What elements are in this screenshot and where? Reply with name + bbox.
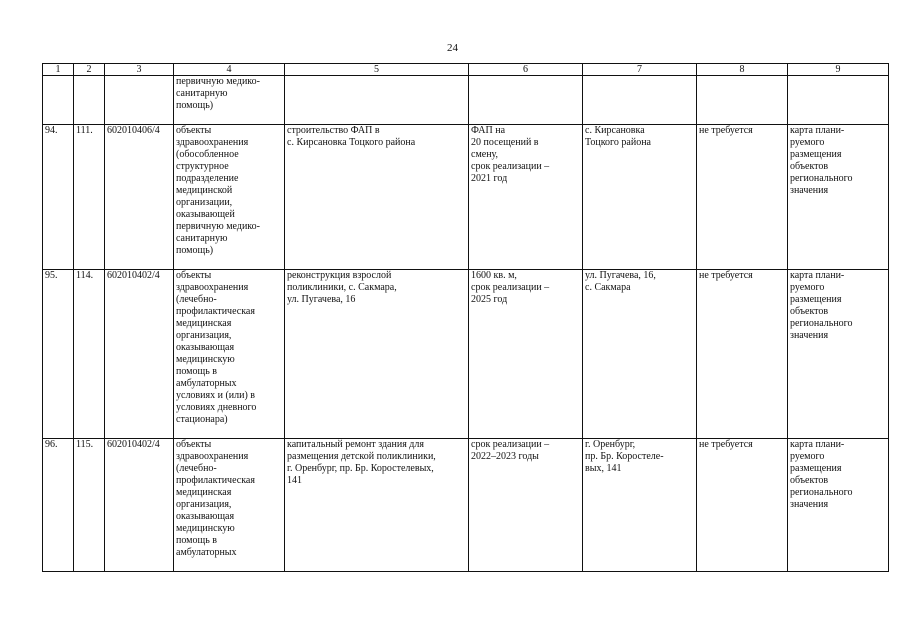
table-row (43, 270, 889, 439)
cell-description (285, 125, 469, 270)
cell-zone: не требуется (697, 270, 788, 439)
text-line: медицинскую (176, 354, 235, 365)
cell-c4 (174, 76, 285, 125)
text-line: ул. Пугачева, 16, (585, 270, 656, 281)
text-line: профилактическая (176, 306, 255, 317)
cell-object-type (174, 270, 285, 439)
text-line: размещения детской поликлиники, (287, 451, 436, 462)
text-line: 20 посещений в (471, 137, 539, 148)
text-line: (лечебно- (176, 294, 217, 305)
text-line: санитарную (176, 88, 228, 99)
text-line: помощь) (176, 245, 214, 256)
text-line: срок реализации – (471, 282, 550, 293)
text-line: организации, (176, 197, 233, 208)
text-line: с. Кирсановка Тоцкого района (287, 137, 416, 148)
text-line: объекты (176, 270, 212, 281)
column-header-8: 8 (697, 64, 788, 76)
cell-c1 (43, 76, 74, 125)
text-line: вых, 141 (585, 463, 622, 474)
table-row (43, 439, 889, 572)
text-line: значения (790, 499, 829, 510)
text-line: организация, (176, 499, 232, 510)
cell-c3 (105, 76, 174, 125)
text-line: размещения (790, 149, 842, 160)
text-line: объектов (790, 475, 829, 486)
text-line: 2025 год (471, 294, 508, 305)
text-line: здравоохранения (176, 451, 249, 462)
cell-item-number: 111. (74, 125, 105, 270)
text-line: (лечебно- (176, 463, 217, 474)
text-line: стационара) (176, 414, 228, 425)
cell-description (285, 270, 469, 439)
column-header-4: 4 (174, 64, 285, 76)
text-line: 1600 кв. м, (471, 270, 517, 281)
text-line: 2021 год (471, 173, 508, 184)
cell-c9 (788, 76, 889, 125)
cell-location (583, 125, 697, 270)
text-line: ул. Пугачева, 16 (287, 294, 356, 305)
text-line: г. Оренбург, (585, 439, 636, 450)
text-line: первичную медико- (176, 221, 260, 232)
column-header-9: 9 (788, 64, 889, 76)
text-line: реконструкция взрослой (287, 270, 392, 281)
cell-c5 (285, 76, 469, 125)
cell-characteristics (469, 439, 583, 572)
text-line: значения (790, 185, 829, 196)
cell-location (583, 439, 697, 572)
column-header-7: 7 (583, 64, 697, 76)
cell-row-number: 95. (43, 270, 74, 439)
document-table (42, 63, 889, 572)
cell-c7 (583, 76, 697, 125)
text-line: профилактическая (176, 475, 255, 486)
column-header-3: 3 (105, 64, 174, 76)
text-line: здравоохранения (176, 282, 249, 293)
cell-zone: не требуется (697, 125, 788, 270)
text-line: амбулаторных (176, 378, 237, 389)
text-line: оказывающая (176, 342, 235, 353)
text-line: размещения (790, 294, 842, 305)
column-header-1: 1 (43, 64, 74, 76)
text-line: структурное (176, 161, 229, 172)
text-line: амбулаторных (176, 547, 237, 558)
cell-row-number: 96. (43, 439, 74, 572)
text-line: карта плани- (790, 125, 845, 136)
cell-characteristics (469, 270, 583, 439)
text-line: 141 (287, 475, 302, 486)
cell-row-number: 94. (43, 125, 74, 270)
text-line: медицинская (176, 318, 232, 329)
column-header-2: 2 (74, 64, 105, 76)
text-line: карта плани- (790, 270, 845, 281)
text-line: г. Оренбург, пр. Бр. Коростелевых, (287, 463, 434, 474)
text-line: с. Сакмара (585, 282, 631, 293)
cell-code: 602010402/4 (105, 270, 174, 439)
cell-map (788, 125, 889, 270)
text-line: поликлиники, с. Сакмара, (287, 282, 397, 293)
cell-object-type (174, 439, 285, 572)
cell-c2 (74, 76, 105, 125)
text-line: регионального (790, 173, 853, 184)
text-line: оказывающая (176, 511, 235, 522)
text-line: капитальный ремонт здания для (287, 439, 424, 450)
cell-item-number: 115. (74, 439, 105, 572)
column-header-5: 5 (285, 64, 469, 76)
text-line: размещения (790, 463, 842, 474)
text-line: объектов (790, 306, 829, 317)
cell-location (583, 270, 697, 439)
cell-c6 (469, 76, 583, 125)
cell-characteristics (469, 125, 583, 270)
cell-description (285, 439, 469, 572)
cell-object-type (174, 125, 285, 270)
text-line: помощь в (176, 366, 217, 377)
text-line: объекты (176, 439, 212, 450)
text-line: оказывающей (176, 209, 235, 220)
header-row (43, 64, 889, 76)
text-line: объекты (176, 125, 212, 136)
text-line: значения (790, 330, 829, 341)
text-line: подразделение (176, 173, 239, 184)
text-line: руемого (790, 282, 825, 293)
text-line: ФАП на (471, 125, 506, 136)
text-line: медицинской (176, 185, 233, 196)
text-line: организация, (176, 330, 232, 341)
cell-item-number: 114. (74, 270, 105, 439)
text-line: пр. Бр. Коростеле- (585, 451, 664, 462)
cell-map (788, 270, 889, 439)
text-line: руемого (790, 137, 825, 148)
text-line: регионального (790, 487, 853, 498)
text-line: 2022–2023 годы (471, 451, 539, 462)
text-line: руемого (790, 451, 825, 462)
text-line: медицинскую (176, 523, 235, 534)
text-line: с. Кирсановка (585, 125, 645, 136)
text-line: условиях и (или) в (176, 390, 256, 401)
page-number: 24 (447, 42, 458, 54)
text-line: помощь) (176, 100, 214, 111)
text-line: санитарную (176, 233, 228, 244)
cell-code: 602010406/4 (105, 125, 174, 270)
text-line: срок реализации – (471, 439, 550, 450)
cell-zone: не требуется (697, 439, 788, 572)
text-line: смену, (471, 149, 499, 160)
text-line: строительство ФАП в (287, 125, 380, 136)
table-row (43, 125, 889, 270)
text-line: регионального (790, 318, 853, 329)
text-line: условиях дневного (176, 402, 257, 413)
text-line: (обособленное (176, 149, 239, 160)
text-line: первичную медико- (176, 76, 260, 87)
text-line: здравоохранения (176, 137, 249, 148)
text-line: срок реализации – (471, 161, 550, 172)
cell-map (788, 439, 889, 572)
text-line: помощь в (176, 535, 217, 546)
text-line: объектов (790, 161, 829, 172)
text-line: Тоцкого района (585, 137, 651, 148)
text-line: карта плани- (790, 439, 845, 450)
table-row-continuation (43, 76, 889, 125)
cell-code: 602010402/4 (105, 439, 174, 572)
text-line: медицинская (176, 487, 232, 498)
cell-c8 (697, 76, 788, 125)
column-header-6: 6 (469, 64, 583, 76)
